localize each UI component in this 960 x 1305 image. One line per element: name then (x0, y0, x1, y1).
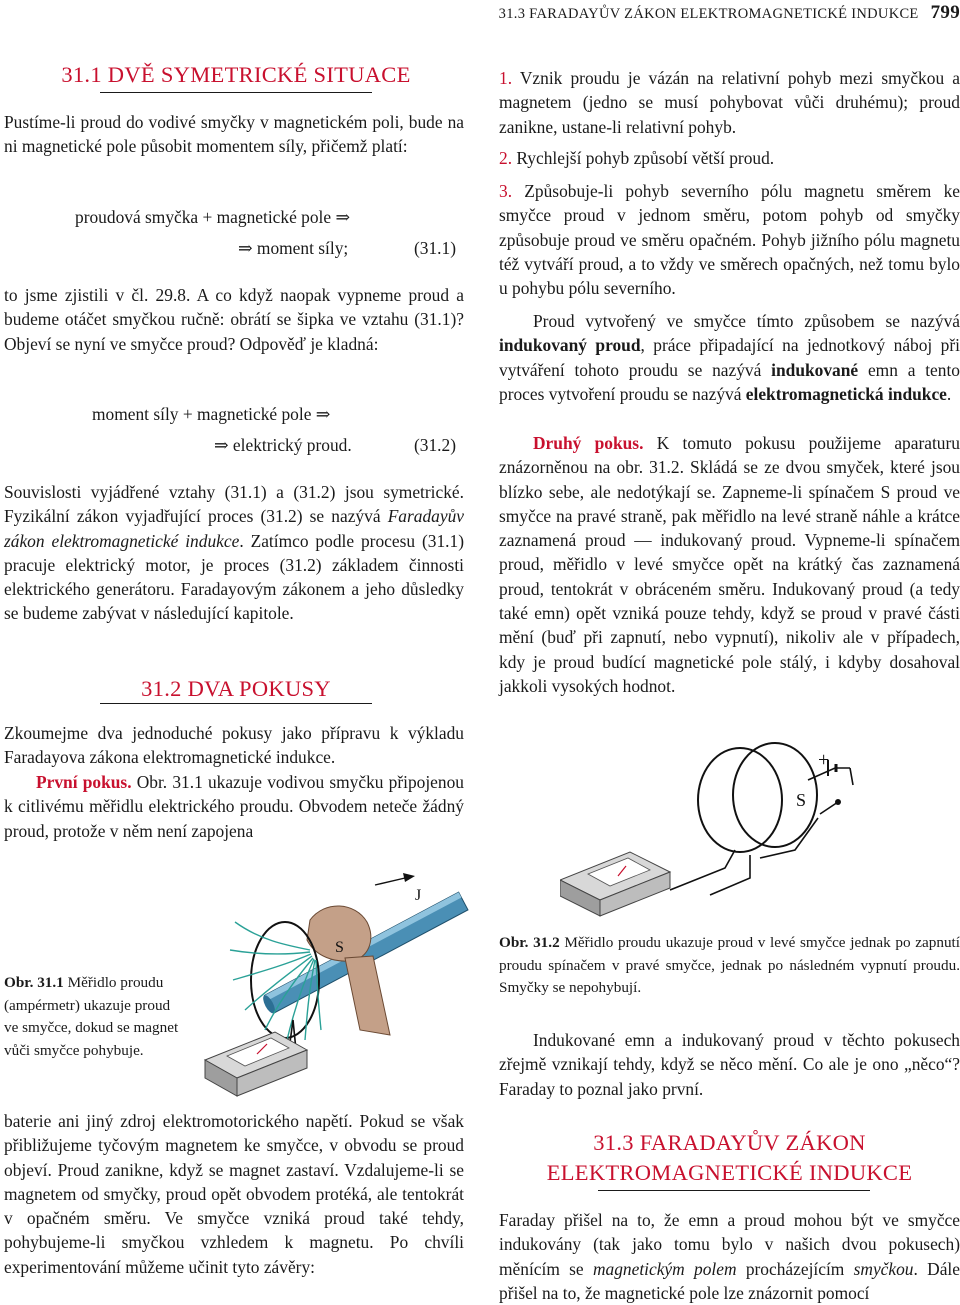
left-circuit-wire (670, 850, 750, 895)
running-header-title: 31.3 FARADAYŮV ZÁKON ELEKTROMAGNETICKÉ INDUKCE (498, 6, 919, 22)
list-number: 1. (499, 68, 513, 88)
list-item: 3. Způsobuje-li pohyb severního pólu magnetu směrem ke smyčce proud v jednom směru, potom pohyb od smyčky způsobuje proud ve směru opačném. Pohyb jižního pólu magnetu též vytváří proud, a to vždy ve směrech opačných, než tomu bylo u pohybu pólu severního. (499, 181, 960, 299)
list-item: 1. Vznik proudu je vázán na relativní pohyb mezi smyčkou a magnetem (jedno se musí pohybovat vůči druhému); proud zanikne, ustane-li relativní pohyb. (499, 68, 960, 137)
paragraph: baterie ani jiný zdroj elektromotorického napětí. Pokud se však přibližujeme tyčovým magnetem ke smyčce, v obvodu se proud objeví. Proud zanikne, když se magnet zastaví. Vzdalujeme-li se magnetem od smyčky, proud opět obvodem protéká, ale tentokrát v opačném směru. Ve smyčce vzniká proud také tehdy, pohybujeme-li smyčkou vzhledem k magnetu. Po chvíli experimentování můžeme učinit tyto závěry: (4, 1111, 464, 1277)
battery-plus-label: + (818, 749, 830, 771)
equation-31-2-line2: ⇒ elektrický proud. (214, 435, 352, 455)
section-title-31-3-line1: 31.3 FARADAYŮV ZÁKON (593, 1130, 866, 1155)
paragraph: Indukované emn a indukovaný proud v těchto pokusech zřejmě vznikají tehdy, když se něco mění. Co ale je ono „něco“? Faraday to poznal jako první. (499, 1030, 960, 1099)
list-number: 2. (499, 148, 513, 168)
section-rule (100, 703, 372, 704)
motion-arrow-head (403, 873, 415, 882)
paragraph: to jsme zjistili v čl. 29.8. A co když naopak vypneme proud a budeme otáčet smyčkou ručně: obrátí se šipka ve vztahu (31.1)? Objeví se nyní ve smyčce proud? Odpověď je kladná: (4, 285, 464, 354)
first-experiment-label: První pokus. (36, 772, 132, 792)
wrist (345, 956, 390, 1035)
section-rule (598, 1190, 870, 1191)
switch-wire (850, 768, 853, 785)
equation-number: (31.1) (414, 238, 457, 258)
section-rule (100, 92, 372, 93)
paragraph: První pokus. Obr. 31.1 ukazuje vodivou smyčku připojenou k citlivému měřidlu elektrického proudu. Obvodem neteče žádný proud, protože v něm není zapojena (4, 772, 464, 841)
switch-lever (820, 802, 838, 814)
switch-s-label: S (796, 790, 807, 810)
magnet-j-label: J (415, 887, 422, 904)
paragraph: Proud vytvořený ve smyčce tímto způsobem se nazývá indukovaný proud, práce připadající na jednotkový náboj při vytváření tohoto proudu se nazývá indukované emn a tento proces vytvoření proudu se nazývá elektromagnetická indukce. (499, 311, 960, 404)
term-induced-current: indukovaný proud (499, 335, 641, 356)
equation-number: (31.2) (414, 435, 457, 455)
section-title-31-1: 31.1 DVĚ SYMETRICKÉ SITUACE (61, 62, 411, 87)
term-electromagnetic-induction: elektromagnetická indukce (745, 383, 947, 404)
equation-31-2-line1: moment síly + magnetické pole ⇒ (92, 404, 331, 424)
equation-31-1-line2: ⇒ moment síly; (238, 238, 349, 258)
figure-31-1-caption: Obr. 31.1 Měřidlo proudu (ampérmetr) ukazuje proud ve smyčce, dokud se magnet vůči smyčce pohybuje. (4, 974, 179, 1059)
ammeter (205, 1032, 307, 1096)
page-number: 799 (930, 2, 960, 23)
term-magnetic-field: magnetickým polem (592, 1258, 737, 1279)
ammeter (560, 852, 670, 916)
paragraph: Faraday přišel na to, že emn a proud mohou být ve smyčce indukovány (tak jako tomu bylo v našich dvou pokusech) měnícím se magnetickým polem procházejícím smyčkou. Dále přišel na to, že magnetické pole lze znázornit pomocí (499, 1210, 960, 1303)
paragraph: Pustíme-li proud do vodivé smyčky v magnetickém poli, bude na ni magnetické pole působit momentem síly, přičemž platí: (4, 112, 464, 157)
running-header (490, 2, 960, 24)
term-induced-emf: indukované (771, 359, 859, 380)
list-item: 2. Rychlejší pohyb způsobí větší proud. (499, 148, 775, 168)
paragraph: Souvislosti vyjádřené vztahy (31.1) a (31.2) jsou symetrické. Fyzikální zákon vyjadřující proces (31.2) se nazývá Faradayův zákon elektromagnetické indukce. Zatímco podle procesu (31.1) pracuje elektrický motor, je proces (31.2) základem činnosti elektrického generátoru. Faradayovým zákonem a jeho důsledky se budeme zabývat v následující kapitole. (4, 482, 465, 624)
term-faraday-law: Faradayův zákon elektromagnetické indukce (4, 506, 464, 551)
section-title-31-2: 31.2 DVA POKUSY (141, 676, 331, 701)
figure-31-2-illustration (560, 740, 880, 920)
list-number: 3. (499, 181, 513, 201)
figure-label: Obr. 31.1 (4, 974, 64, 991)
figure-31-2-caption: Obr. 31.2 Měřidlo proudu ukazuje proud v levé smyčce jednak po zapnutí proudu spínačem v pravé smyčce, jednak po následném vypnutí proudu. Smyčky se nepohybují. (499, 934, 960, 997)
magnet-s-label: S (335, 939, 344, 956)
paragraph: Druhý pokus. K tomuto pokusu použijeme aparaturu znázorněnou na obr. 31.2. Skládá se ze dvou smyček, které jsou blízko sebe, ale nedotýkají se. Zapneme-li spínačem S proud ve smyčce na pravé straně, pak měřidlo na levé straně náhle a krátce zaznamená proud — indukovaný proud. Vypneme-li spínačem proud, měřidlo v levé smyčce opět na krátký čas zaznamená proud, tentokrát v obráceném směru. Indukovaný proud (a tedy také emn) opět vzniká pouze tehdy, když se proud v pravé části mění (buď při zapnutí, nebo vypnutí), nikoliv ale v případech, kdy je proud budící magnetické pole stálý, i kdyby dosahoval jakkoli vysokých hodnot. (499, 433, 960, 696)
motion-arrow-line (375, 878, 405, 885)
second-experiment-label: Druhý pokus. (533, 433, 644, 453)
section-title-31-3-line2: ELEKTROMAGNETICKÉ INDUKCE (546, 1160, 913, 1185)
paragraph: Zkoumejme dva jednoduché pokusy jako přípravu k výkladu Faradayova zákona elektromagnetické indukce. (4, 723, 464, 768)
term-loop: smyčkou (853, 1258, 914, 1279)
figure-label: Obr. 31.2 (499, 934, 560, 951)
figure-31-1-illustration (175, 860, 475, 1110)
left-loop (698, 748, 782, 852)
equation-31-1-line1: proudová smyčka + magnetické pole ⇒ (75, 207, 351, 227)
